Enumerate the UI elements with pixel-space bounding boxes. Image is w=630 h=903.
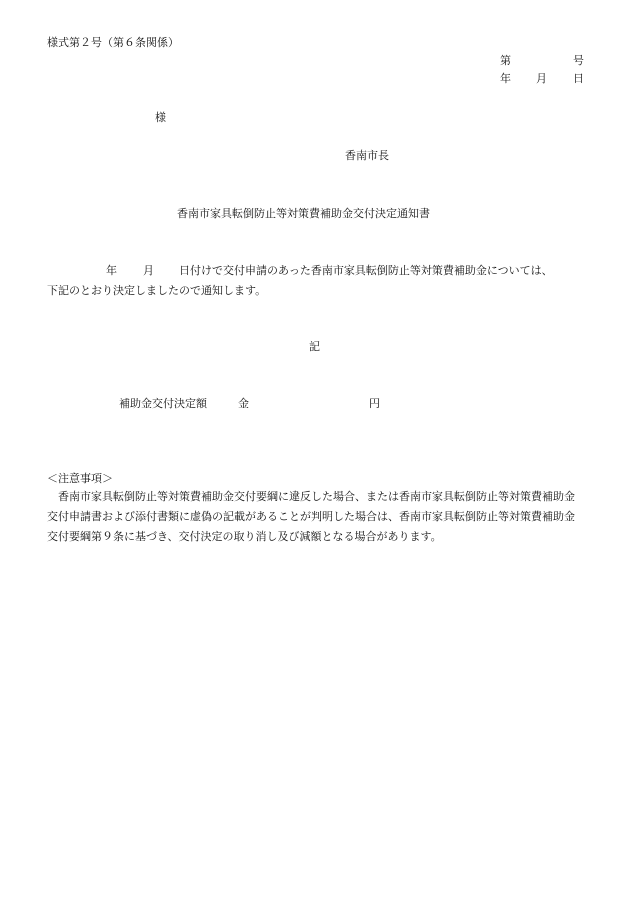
amount-unit: 円 (369, 397, 380, 410)
body-text-line2: 下記のとおり決定しましたので通知します。 (47, 284, 267, 297)
notes-text: 香南市家具転倒防止等対策費補助金交付要綱に違反した場合、または香南市家具転倒防止等対策費補助金交付申請書および添付書類に虚偽の記載があることが判明した場合は、香南市家具転倒防止等対策費補助金交付要綱第９条に基づき、交付決定の取り消し及び減額となる場合があります。 (47, 490, 575, 543)
date-year-label: 年 (500, 72, 511, 85)
body-month-label: 月 (143, 264, 154, 277)
recipient-honorific: 様 (155, 111, 166, 124)
amount-label: 補助金交付決定額 (119, 397, 207, 410)
date-month-label: 月 (536, 72, 547, 85)
body-year-label: 年 (106, 264, 117, 277)
document-number-suffix: 号 (573, 54, 584, 67)
ki-heading: 記 (309, 340, 320, 353)
date-day-label: 日 (573, 72, 584, 85)
amount-prefix: 金 (238, 397, 249, 410)
form-number-label: 様式第２号（第６条関係） (47, 36, 179, 49)
issuer-name: 香南市長 (345, 149, 389, 162)
document-number-prefix: 第 (500, 54, 511, 67)
document-title: 香南市家具転倒防止等対策費補助金交付決定通知書 (177, 207, 430, 220)
notes-heading: ＜注意事項＞ (47, 472, 113, 485)
body-text-line1: 日付けで交付申請のあった香南市家具転倒防止等対策費補助金については、 (179, 264, 553, 277)
